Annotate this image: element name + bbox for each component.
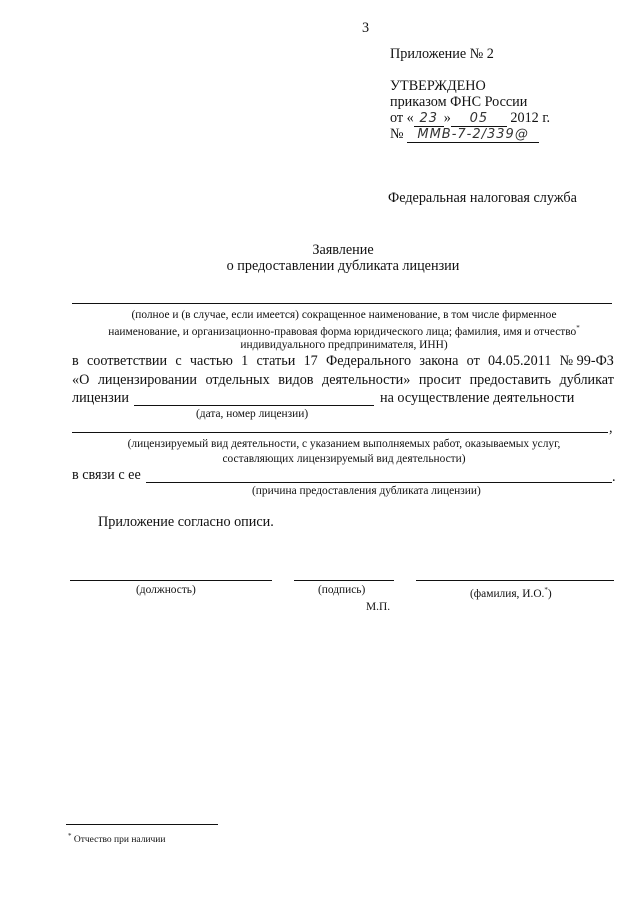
- license-label: лицензии: [72, 390, 129, 406]
- order-label: приказом ФНС России: [390, 94, 528, 110]
- body-word: с: [175, 353, 182, 369]
- position-caption: (должность): [136, 584, 196, 596]
- title-line1: Заявление: [312, 242, 374, 258]
- body-word: лицензировании: [97, 372, 197, 388]
- body-word: отдельных: [205, 372, 270, 388]
- body-word: «О: [72, 372, 90, 388]
- body-word: 04.05.2011: [488, 353, 552, 369]
- number-prefix: №: [390, 126, 404, 142]
- date-prefix: от «: [390, 110, 414, 126]
- body-word: в: [72, 353, 79, 369]
- name-field-line[interactable]: [416, 580, 614, 581]
- body-word: 1: [241, 353, 249, 369]
- reason-caption: (причина предоставления дубликата лицензии): [252, 485, 481, 497]
- attachment-note: Приложение согласно описи.: [98, 514, 274, 530]
- reason-period: .: [612, 469, 616, 485]
- signature-caption: (подпись): [318, 584, 366, 596]
- handwritten-number: ММВ-7-2/339@: [407, 127, 539, 143]
- asterisk-mark: *: [576, 324, 580, 332]
- footnote-text: Отчество при наличии: [73, 835, 166, 846]
- activity-caption-line2: составляющих лицензируемый вид деятельности): [222, 453, 466, 465]
- asterisk-mark: *: [68, 832, 72, 840]
- asterisk-mark: *: [544, 586, 548, 594]
- stamp-place: М.П.: [366, 601, 391, 613]
- page-number: 3: [362, 20, 370, 36]
- body-word: 17: [303, 353, 318, 369]
- body-word: деятельности»: [322, 372, 411, 388]
- name-caption: (фамилия, И.О.*): [470, 586, 552, 600]
- body-word: от: [466, 353, 480, 369]
- body-word: № 99-ФЗ: [559, 353, 614, 369]
- signature-field-line[interactable]: [294, 580, 394, 581]
- body-word: соответствии: [86, 353, 168, 369]
- body-word: частью: [189, 353, 233, 369]
- footnote: [68, 832, 165, 845]
- footnote-divider: [66, 824, 218, 825]
- body-line2: [72, 372, 614, 389]
- activity-comma: ,: [609, 420, 613, 436]
- reason-field-line[interactable]: [146, 482, 612, 483]
- body-line1: [72, 353, 614, 370]
- license-field-line[interactable]: [134, 405, 374, 406]
- order-date: [390, 110, 550, 127]
- appendix-label: Приложение № 2: [390, 46, 494, 62]
- activity-field-line[interactable]: [72, 432, 608, 433]
- recipient: Федеральная налоговая служба: [388, 190, 577, 206]
- body-word: статьи: [256, 353, 296, 369]
- applicant-caption-line3: индивидуального предпринимателя, ИНН): [240, 339, 448, 351]
- handwritten-day: 23: [414, 111, 444, 127]
- body-word: видов: [278, 372, 314, 388]
- title-line2: о предоставлении дубликата лицензии: [226, 258, 460, 274]
- body-word: просит: [418, 372, 462, 388]
- approved-label: УТВЕРЖДЕНО: [390, 78, 486, 94]
- body-word: закона: [419, 353, 459, 369]
- applicant-caption-line2: наименование, и организационно-правовая форма юридического лица; фамилия, имя и отчество*: [108, 324, 580, 338]
- position-field-line[interactable]: [70, 580, 272, 581]
- body-word: Федерального: [325, 353, 412, 369]
- order-number: [390, 126, 539, 143]
- handwritten-month: 05: [451, 111, 507, 127]
- applicant-caption-line1: (полное и (в случае, если имеется) сокращенное наименование, в том числе фирменное: [131, 309, 557, 321]
- body-word: предоставить: [469, 372, 551, 388]
- date-year: 2012 г.: [510, 110, 551, 126]
- activity-label: на осуществление деятельности: [380, 390, 575, 406]
- body-word: дубликат: [559, 372, 614, 388]
- license-caption: (дата, номер лицензии): [196, 408, 309, 420]
- applicant-field-line[interactable]: [72, 303, 612, 304]
- activity-caption-line1: (лицензируемый вид деятельности, с указанием выполняемых работ, оказываемых услуг,: [127, 438, 561, 450]
- date-quote-close: »: [443, 110, 451, 126]
- reason-label: в связи с ее: [72, 467, 141, 483]
